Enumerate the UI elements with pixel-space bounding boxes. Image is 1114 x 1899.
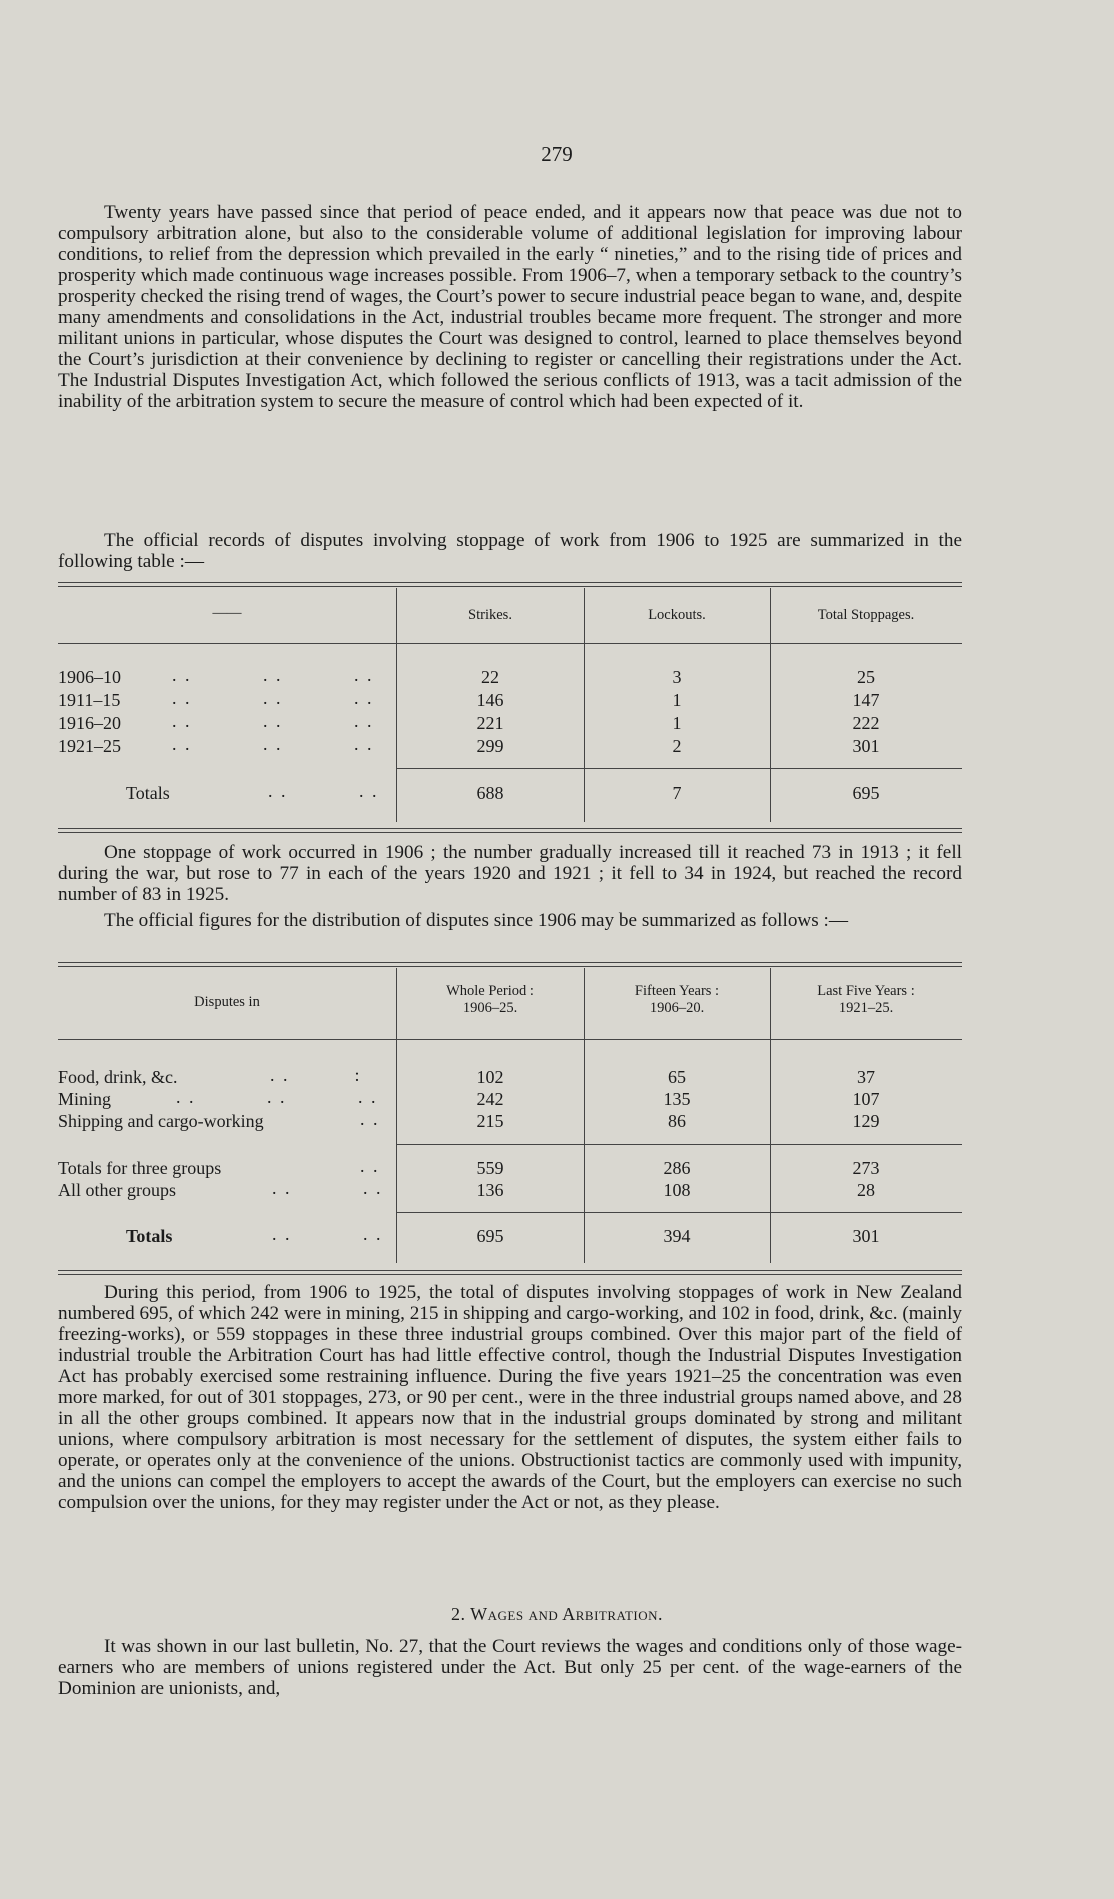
table-cell: 301: [852, 1226, 880, 1246]
table-rule-bottom: [58, 828, 962, 829]
table-cell: 215: [476, 1111, 504, 1131]
table-row-label: Totals for three groups: [58, 1158, 222, 1178]
leader-dots: . . . . . .: [176, 1087, 378, 1107]
table-cell: 25: [857, 667, 875, 687]
table-cell: 136: [476, 1180, 504, 1200]
table-rule-header: [58, 643, 962, 644]
table-cell: 286: [663, 1158, 691, 1178]
table-row-label: Shipping and cargo-working: [58, 1111, 264, 1131]
table-cell: 394: [663, 1226, 691, 1246]
table-cell: 102: [476, 1067, 504, 1087]
leader-dots: . . . . . .: [172, 665, 374, 685]
table-row-label: Food, drink, &c.: [58, 1067, 178, 1087]
table2-header-disputes: Disputes in: [194, 994, 260, 1010]
leader-dots: . . . .: [272, 1224, 383, 1244]
table-rule-bottom: [58, 1270, 962, 1271]
table-cell: 65: [668, 1067, 686, 1087]
table-cell: 688: [476, 783, 504, 803]
table-rule-bottom-2: [58, 1274, 962, 1275]
table-cell: 129: [852, 1111, 880, 1131]
paragraph-stoppage-trend: One stoppage of work occurred in 1906 ; the number gradually increased till it reached 73 in 1913 ; it fell during the war, but rose to 77 in each of the years 1920 and 1921 ; it fell to 34 in 1924, but reached the record number of 83 in 1925.: [58, 842, 962, 905]
table-rule-top-2: [58, 966, 962, 967]
table-totals-label: Totals: [126, 1226, 173, 1246]
table-cell: 301: [852, 736, 880, 756]
table2-header-whole-period: Whole Period : 1906–25.: [446, 983, 534, 1016]
table-cell: 1: [672, 713, 682, 733]
table-rule-top-2: [58, 586, 962, 587]
page-number: 279: [541, 142, 573, 166]
leader-dots: . .: [360, 1109, 380, 1129]
table-totals-label: Totals: [126, 783, 170, 803]
table-rule-bottom-2: [58, 832, 962, 833]
table-rule-top: [58, 582, 962, 583]
leader-dots: . . . .: [272, 1178, 383, 1198]
table1-header-lockouts: Lockouts.: [648, 607, 706, 623]
table-rule-totals: [396, 768, 962, 769]
table-cell: 559: [476, 1158, 504, 1178]
section-heading: 2. Wages and Arbitration.: [450, 1604, 664, 1624]
table-rule-subtotals: [396, 1144, 962, 1145]
table-cell: 147: [852, 690, 880, 710]
paragraph-intro: Twenty years have passed since that period of peace ended, and it appears now that peace was due not to compulsory arbitration alone, but also to the considerable volume of additional legislation for improving labour conditions, to relief from the depression which prevailed in the early “ nineties,” and to the rising tide of prices and prosperity which made continuous wage increases possible. From 1906–7, when a temporary setback to the country’s prosperity checked the rising trend of wages, the Court’s power to secure industrial peace began to wane, and, despite many amendments and consolidations in the Act, industrial troubles became more frequent. The stronger and more militant unions in particular, whose disputes the Court was designed to control, learned to place themselves beyond the Court’s jurisdiction at their convenience by declining to register or cancelling their registrations under the Act. The Industrial Disputes Investigation Act, which followed the serious conflicts of 1913, was a tacit admission of the inability of the arbitration system to secure the measure of control which had been expected of it.: [58, 202, 962, 412]
leader-dots: . . :: [270, 1065, 362, 1085]
table-cell: 3: [672, 667, 682, 687]
table-rule-totals: [396, 1212, 962, 1213]
table-cell: 146: [476, 690, 504, 710]
leader-dots: . .: [360, 1156, 380, 1176]
table-row-label: 1906–10: [58, 667, 121, 687]
table-row-label: All other groups: [58, 1180, 176, 1200]
table2-header-fifteen-years: Fifteen Years : 1906–20.: [634, 983, 720, 1016]
table-cell: 273: [852, 1158, 880, 1178]
table-cell: 222: [852, 713, 880, 733]
table2-header-last-five-years: Last Five Years : 1921–25.: [817, 983, 915, 1016]
table-cell: 242: [476, 1089, 504, 1109]
table-cell: 2: [672, 736, 682, 756]
table-cell: 86: [668, 1111, 686, 1131]
table-cell: 108: [663, 1180, 691, 1200]
leader-dots: . . . .: [268, 781, 379, 801]
table-cell: 7: [672, 783, 682, 803]
table-cell: 135: [663, 1089, 691, 1109]
table1-header-strikes: Strikes.: [468, 607, 512, 623]
table-cell: 221: [476, 713, 504, 733]
leader-dots: . . . . . .: [172, 688, 374, 708]
table-cell: 28: [857, 1180, 875, 1200]
paragraph-analysis: During this period, from 1906 to 1925, the total of disputes involving stoppages of work in New Zealand numbered 695, of which 242 were in mining, 215 in shipping and cargo-working, and 102 in food, drink, &c. (mainly freezing-works), or 559 stoppages in these three industrial groups combined. Over this major part of the field of industrial trouble the Arbitration Court has had little effective control, though the Industrial Disputes Investigation Act has probably exercised some restraining influence. During the five years 1921–25 the concentration was even more marked, for out of 301 stoppages, 273, or 90 per cent., were in the three industrial groups named above, and 28 in all the other groups combined. It appears now that in the industrial groups dominated by strong and militant unions, where compulsory arbitration is most necessary for the settlement of disputes, the system either fails to operate, or operates only at the convenience of the unions. Obstructionist tactics are commonly used with impunity, and the unions can compel the employers to accept the awards of the Court, but the employers can exercise no such compulsion over the unions, for they may register under the Act or not, as they please.: [58, 1282, 962, 1513]
table-rule-header: [58, 1039, 962, 1040]
table1-header-total: Total Stoppages.: [817, 607, 915, 623]
paragraph-wages: It was shown in our last bulletin, No. 27, that the Court reviews the wages and conditions only of those wage-earners who are members of unions registered under the Act. But only 25 per cent. of the wage-earners of the Dominion are unionists, and,: [58, 1636, 962, 1699]
table-rule-top: [58, 962, 962, 963]
table-row-label: 1916–20: [58, 713, 121, 733]
table-cell: 22: [481, 667, 499, 687]
table-cell: 299: [476, 736, 504, 756]
leader-dots: . . . . . .: [172, 734, 374, 754]
paragraph-table2-intro: The official figures for the distribution of disputes since 1906 may be summarized as follows :—: [104, 910, 849, 931]
table-row-label: 1911–15: [58, 690, 121, 710]
table-cell: 695: [476, 1226, 504, 1246]
table-row-label: Mining: [58, 1089, 112, 1109]
table-cell: 1: [672, 690, 682, 710]
table-cell: 107: [852, 1089, 880, 1109]
table-cell: 695: [852, 783, 880, 803]
table-row-label: 1921–25: [58, 736, 121, 756]
leader-dots: . . . . . .: [172, 711, 374, 731]
table-cell: 37: [857, 1067, 875, 1087]
paragraph-table1-intro: The official records of disputes involving stoppage of work from 1906 to 1925 are summarized in the following table :—: [58, 530, 962, 572]
table1-header-blank: ——: [212, 605, 242, 621]
